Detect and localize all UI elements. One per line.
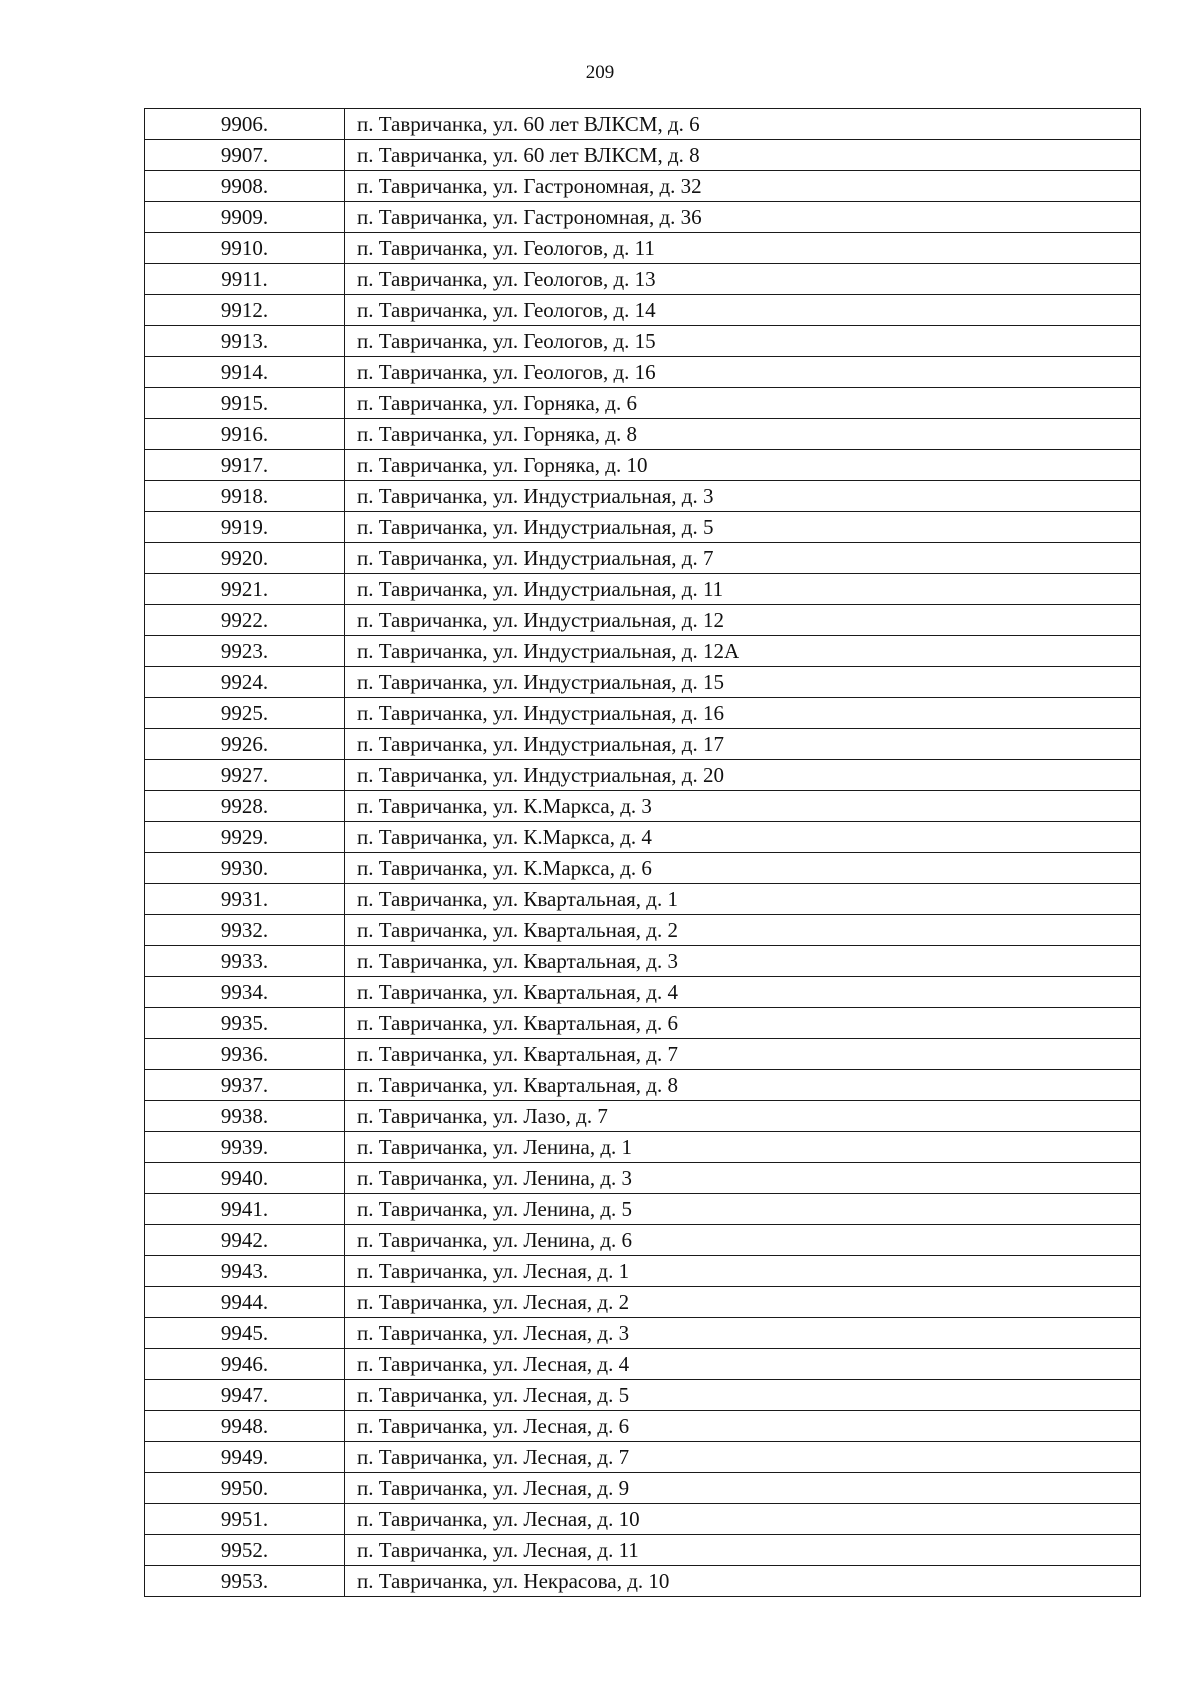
address-cell: п. Тавричанка, ул. Горняка, д. 8 <box>345 419 1141 450</box>
address-cell: п. Тавричанка, ул. Индустриальная, д. 11 <box>345 574 1141 605</box>
row-number-cell: 9937. <box>145 1070 345 1101</box>
row-number-cell: 9928. <box>145 791 345 822</box>
table-row <box>145 1411 1141 1442</box>
table-row <box>145 264 1141 295</box>
address-cell: п. Тавричанка, ул. Индустриальная, д. 20 <box>345 760 1141 791</box>
row-number-cell: 9921. <box>145 574 345 605</box>
address-cell: п. Тавричанка, ул. Лесная, д. 5 <box>345 1380 1141 1411</box>
row-number-cell: 9939. <box>145 1132 345 1163</box>
address-cell: п. Тавричанка, ул. Индустриальная, д. 3 <box>345 481 1141 512</box>
address-cell: п. Тавричанка, ул. Ленина, д. 3 <box>345 1163 1141 1194</box>
address-cell: п. Тавричанка, ул. 60 лет ВЛКСМ, д. 8 <box>345 140 1141 171</box>
table-row <box>145 543 1141 574</box>
address-cell: п. Тавричанка, ул. Лазо, д. 7 <box>345 1101 1141 1132</box>
table-row <box>145 853 1141 884</box>
table-row <box>145 202 1141 233</box>
address-cell: п. Тавричанка, ул. Индустриальная, д. 17 <box>345 729 1141 760</box>
row-number-cell: 9913. <box>145 326 345 357</box>
row-number-cell: 9917. <box>145 450 345 481</box>
address-cell: п. Тавричанка, ул. Квартальная, д. 1 <box>345 884 1141 915</box>
row-number-cell: 9915. <box>145 388 345 419</box>
table-row <box>145 636 1141 667</box>
address-cell: п. Тавричанка, ул. Лесная, д. 11 <box>345 1535 1141 1566</box>
row-number-cell: 9908. <box>145 171 345 202</box>
row-number-cell: 9906. <box>145 109 345 140</box>
address-cell: п. Тавричанка, ул. Ленина, д. 1 <box>345 1132 1141 1163</box>
row-number-cell: 9941. <box>145 1194 345 1225</box>
address-cell: п. Тавричанка, ул. Индустриальная, д. 16 <box>345 698 1141 729</box>
table-row <box>145 1008 1141 1039</box>
row-number-cell: 9935. <box>145 1008 345 1039</box>
row-number-cell: 9911. <box>145 264 345 295</box>
address-cell: п. Тавричанка, ул. Горняка, д. 10 <box>345 450 1141 481</box>
address-cell: п. Тавричанка, ул. Лесная, д. 1 <box>345 1256 1141 1287</box>
table-row <box>145 760 1141 791</box>
table-row <box>145 1380 1141 1411</box>
table-row <box>145 1504 1141 1535</box>
address-cell: п. Тавричанка, ул. Индустриальная, д. 12 <box>345 605 1141 636</box>
table-row <box>145 1132 1141 1163</box>
address-cell: п. Тавричанка, ул. Геологов, д. 14 <box>345 295 1141 326</box>
table-row <box>145 326 1141 357</box>
table-row <box>145 295 1141 326</box>
row-number-cell: 9948. <box>145 1411 345 1442</box>
table-row <box>145 1287 1141 1318</box>
row-number-cell: 9950. <box>145 1473 345 1504</box>
address-cell: п. Тавричанка, ул. Лесная, д. 4 <box>345 1349 1141 1380</box>
row-number-cell: 9953. <box>145 1566 345 1597</box>
address-cell: п. Тавричанка, ул. К.Маркса, д. 6 <box>345 853 1141 884</box>
address-cell: п. Тавричанка, ул. Лесная, д. 9 <box>345 1473 1141 1504</box>
page-number: 209 <box>585 62 615 83</box>
row-number-cell: 9940. <box>145 1163 345 1194</box>
table-row <box>145 1535 1141 1566</box>
table-row <box>145 1473 1141 1504</box>
table-row <box>145 1349 1141 1380</box>
address-cell: п. Тавричанка, ул. Квартальная, д. 7 <box>345 1039 1141 1070</box>
row-number-cell: 9916. <box>145 419 345 450</box>
row-number-cell: 9922. <box>145 605 345 636</box>
row-number-cell: 9925. <box>145 698 345 729</box>
table-row <box>145 667 1141 698</box>
table-row <box>145 1566 1141 1597</box>
table-row <box>145 791 1141 822</box>
row-number-cell: 9951. <box>145 1504 345 1535</box>
row-number-cell: 9931. <box>145 884 345 915</box>
row-number-cell: 9947. <box>145 1380 345 1411</box>
address-cell: п. Тавричанка, ул. Гастрономная, д. 36 <box>345 202 1141 233</box>
address-cell: п. Тавричанка, ул. Квартальная, д. 8 <box>345 1070 1141 1101</box>
address-cell: п. Тавричанка, ул. Квартальная, д. 6 <box>345 1008 1141 1039</box>
table-row <box>145 1442 1141 1473</box>
address-cell: п. Тавричанка, ул. Лесная, д. 10 <box>345 1504 1141 1535</box>
address-cell: п. Тавричанка, ул. Квартальная, д. 3 <box>345 946 1141 977</box>
row-number-cell: 9938. <box>145 1101 345 1132</box>
table-row <box>145 884 1141 915</box>
address-cell: п. Тавричанка, ул. Квартальная, д. 2 <box>345 915 1141 946</box>
address-cell: п. Тавричанка, ул. Некрасова, д. 10 <box>345 1566 1141 1597</box>
address-cell: п. Тавричанка, ул. Геологов, д. 11 <box>345 233 1141 264</box>
address-cell: п. Тавричанка, ул. Квартальная, д. 4 <box>345 977 1141 1008</box>
address-cell: п. Тавричанка, ул. Ленина, д. 5 <box>345 1194 1141 1225</box>
row-number-cell: 9924. <box>145 667 345 698</box>
row-number-cell: 9933. <box>145 946 345 977</box>
row-number-cell: 9914. <box>145 357 345 388</box>
table-row <box>145 698 1141 729</box>
table-row <box>145 388 1141 419</box>
row-number-cell: 9912. <box>145 295 345 326</box>
address-cell: п. Тавричанка, ул. Индустриальная, д. 12А <box>345 636 1141 667</box>
table-row <box>145 512 1141 543</box>
row-number-cell: 9920. <box>145 543 345 574</box>
row-number-cell: 9919. <box>145 512 345 543</box>
row-number-cell: 9946. <box>145 1349 345 1380</box>
address-cell: п. Тавричанка, ул. Геологов, д. 15 <box>345 326 1141 357</box>
address-cell: п. Тавричанка, ул. Гастрономная, д. 32 <box>345 171 1141 202</box>
row-number-cell: 9942. <box>145 1225 345 1256</box>
table-row <box>145 1318 1141 1349</box>
address-cell: п. Тавричанка, ул. Геологов, д. 13 <box>345 264 1141 295</box>
table-row <box>145 450 1141 481</box>
row-number-cell: 9934. <box>145 977 345 1008</box>
table-row <box>145 822 1141 853</box>
table-row <box>145 1039 1141 1070</box>
row-number-cell: 9927. <box>145 760 345 791</box>
row-number-cell: 9926. <box>145 729 345 760</box>
address-cell: п. Тавричанка, ул. Индустриальная, д. 7 <box>345 543 1141 574</box>
table-row <box>145 481 1141 512</box>
address-cell: п. Тавричанка, ул. Лесная, д. 2 <box>345 1287 1141 1318</box>
row-number-cell: 9952. <box>145 1535 345 1566</box>
table-row <box>145 171 1141 202</box>
table-row <box>145 1225 1141 1256</box>
address-table-body <box>145 109 1141 1597</box>
row-number-cell: 9945. <box>145 1318 345 1349</box>
address-cell: п. Тавричанка, ул. К.Маркса, д. 4 <box>345 822 1141 853</box>
table-row <box>145 729 1141 760</box>
row-number-cell: 9943. <box>145 1256 345 1287</box>
table-row <box>145 574 1141 605</box>
table-row <box>145 109 1141 140</box>
address-cell: п. Тавричанка, ул. Горняка, д. 6 <box>345 388 1141 419</box>
table-row <box>145 1163 1141 1194</box>
table-row <box>145 1101 1141 1132</box>
table-row <box>145 915 1141 946</box>
table-row <box>145 357 1141 388</box>
row-number-cell: 9949. <box>145 1442 345 1473</box>
address-cell: п. Тавричанка, ул. Лесная, д. 7 <box>345 1442 1141 1473</box>
address-cell: п. Тавричанка, ул. 60 лет ВЛКСМ, д. 6 <box>345 109 1141 140</box>
row-number-cell: 9929. <box>145 822 345 853</box>
row-number-cell: 9930. <box>145 853 345 884</box>
address-cell: п. Тавричанка, ул. Индустриальная, д. 15 <box>345 667 1141 698</box>
address-cell: п. Тавричанка, ул. Лесная, д. 6 <box>345 1411 1141 1442</box>
table-row <box>145 977 1141 1008</box>
table-row <box>145 1194 1141 1225</box>
address-cell: п. Тавричанка, ул. Индустриальная, д. 5 <box>345 512 1141 543</box>
row-number-cell: 9944. <box>145 1287 345 1318</box>
address-table <box>144 108 1141 1597</box>
table-row <box>145 1070 1141 1101</box>
row-number-cell: 9932. <box>145 915 345 946</box>
row-number-cell: 9909. <box>145 202 345 233</box>
address-cell: п. Тавричанка, ул. Лесная, д. 3 <box>345 1318 1141 1349</box>
table-row <box>145 233 1141 264</box>
row-number-cell: 9918. <box>145 481 345 512</box>
address-cell: п. Тавричанка, ул. Геологов, д. 16 <box>345 357 1141 388</box>
table-row <box>145 946 1141 977</box>
row-number-cell: 9907. <box>145 140 345 171</box>
row-number-cell: 9910. <box>145 233 345 264</box>
table-row <box>145 605 1141 636</box>
table-row <box>145 1256 1141 1287</box>
table-row <box>145 419 1141 450</box>
row-number-cell: 9936. <box>145 1039 345 1070</box>
address-cell: п. Тавричанка, ул. К.Маркса, д. 3 <box>345 791 1141 822</box>
address-cell: п. Тавричанка, ул. Ленина, д. 6 <box>345 1225 1141 1256</box>
row-number-cell: 9923. <box>145 636 345 667</box>
table-row <box>145 140 1141 171</box>
